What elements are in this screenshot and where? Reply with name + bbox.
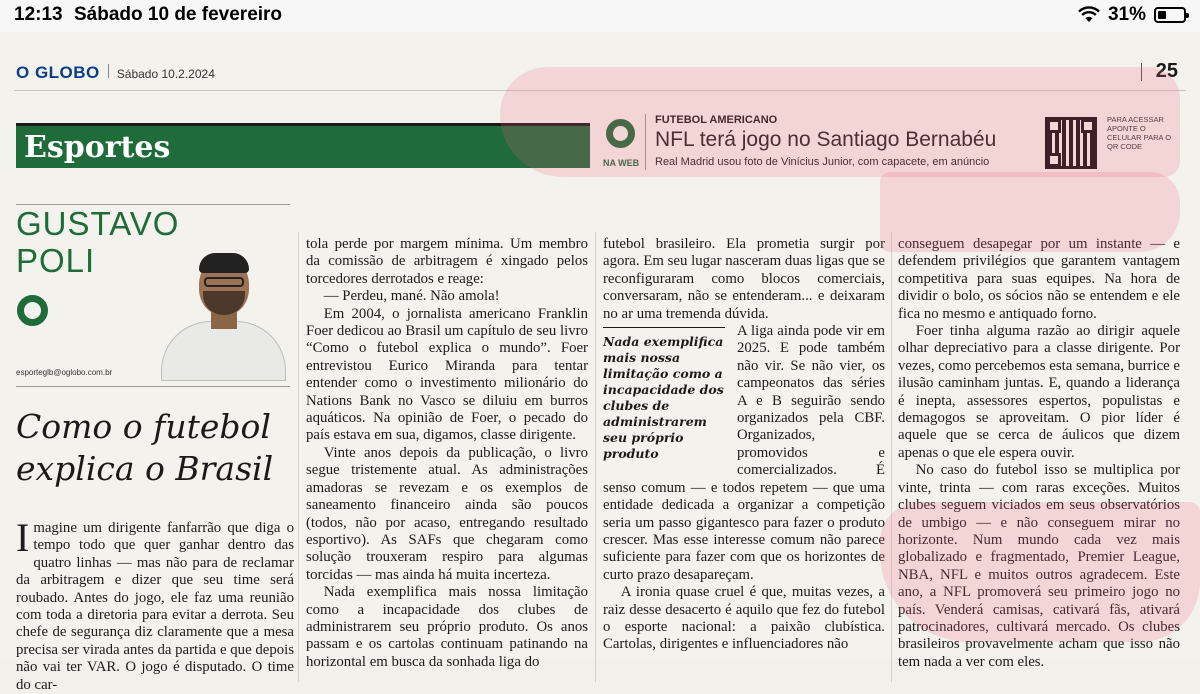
qr-finder bbox=[1047, 119, 1061, 133]
author-name bbox=[16, 205, 179, 279]
paragraph: futebol brasileiro. Ela prometia surgir por agora. Em seu lugar nasceram duas ligas que se reconfiguraram como blocos comerciais, conversaram, não se entenderam... e deixaram no ar uma tremenda dúvida. bbox=[603, 236, 885, 322]
author-first-name: GUSTAVO bbox=[16, 205, 180, 242]
teaser-subhead: Real Madrid usou foto de Vinícius Junior, com capacete, em anúncio bbox=[655, 156, 990, 168]
status-time: 12:13 bbox=[14, 4, 63, 25]
paragraph: tola perde por margem mínima. Um membro da comissão de arbitragem é xingado pelos torcedores derrotados e reage: bbox=[306, 236, 588, 287]
newspaper-logo: O GLOBO bbox=[16, 63, 100, 82]
pull-quote-text: Nada exemplifica mais nossa limitação como a incapacidade dos clubes de administrarem seu próprio produto bbox=[603, 334, 724, 462]
paragraph bbox=[16, 515, 294, 694]
paragraph: A liga ainda pode vir em 2025. E pode também não vir. Se não vier, os campeonatos das séries A e B seguirão sendo organizados pela CBF. Organizados, promovidos e comercializados. É senso comum — e todos repetem — que uma entidade dedicada a organizar a competição seria um passo gigantesco para fazer o produto crescer. Mas esse interesse comum não parece suficiente para fazer com que os horizontes de curto prazo desapareçam. bbox=[603, 323, 885, 583]
battery-icon bbox=[1154, 7, 1186, 23]
qr-code-icon bbox=[1045, 117, 1097, 169]
header-rule bbox=[14, 90, 1186, 91]
status-indicators bbox=[1078, 4, 1186, 26]
paragraph: — Perdeu, mané. Não amola! bbox=[323, 288, 500, 305]
pull-quote-rule bbox=[603, 327, 725, 328]
page-number-divider bbox=[1141, 63, 1142, 81]
wifi-icon bbox=[1078, 7, 1100, 23]
battery-percent: 31% bbox=[1107, 4, 1146, 25]
paragraph: No caso do futebol isso se multiplica por vinte, trinta — com raras exceções. Muitos clubes seguem viciados em seus observatórios de umbigo — e não conseguem mirar no horizonte. Num mundo cada vez mais globalizado e fragmentado, Premier League, NBA, NFL e muitos outros agradecem. Este ano, a NFL promoverá seu primeiro jogo no país. Venderá camisas, cativará fãs, ativará patrocinadores, cultivará mercado. Os clubes brasileiros provavelmente acham que isso não tem nada a ver com eles. bbox=[898, 462, 1180, 670]
author-photo bbox=[157, 251, 290, 368]
qr-instructions: PARA ACESSAR APONTE O CELULAR PARA O QR CODE bbox=[1107, 115, 1172, 151]
article-column-1 bbox=[16, 515, 294, 694]
masthead-divider bbox=[108, 64, 109, 78]
author-rule-bottom bbox=[16, 386, 290, 387]
na-web-badge: NA WEB bbox=[603, 158, 640, 168]
paragraph: Em 2004, o jornalista americano Franklin Foer dedicou ao Brasil um capítulo de seu livro “Como o futebol explica o mundo”. Foer entrevistou Eurico Miranda para tentar entender como o investimento milionário do Nations Bank no Vasco se diluiu em burros aquáticos. Na opinião de Foer, o pecado do país estava em sua, digamos, classe dirigente. bbox=[306, 305, 588, 444]
paragraph: Foer tinha alguma razão ao dirigir aquele olhar depreciativo para a classe dirigente. Por vezes, como percebemos esta semana, burrice e ilusão caminham juntas. E, quando a liderança é inepta, assessores espertos, populistas e demagogos se aproveitam. O pior líder é aquele que se cerca de áulicos que dizem apenas o que ele espera ouvir. bbox=[898, 323, 1180, 461]
headline-line-2: explica o Brasil bbox=[16, 449, 274, 488]
paragraph: Vinte anos depois da publicação, o livro segue tristemente atual. As administrações amadoras se revezam e os exemplos de saneamento financeiro ainda são poucos (todos, não por acaso, entregando resultado esportivo). As SAFs que chegaram como solução trouxeram respiro para algumas torcidas — mas ainda há muita incerteza. bbox=[306, 444, 588, 583]
section-title: Esportes bbox=[24, 130, 171, 165]
web-teaser bbox=[603, 114, 1193, 174]
qr-finder bbox=[1047, 153, 1061, 167]
paragraph: conseguem desapegar por um instante — e defendem privilégios que garantem vantagem competitiva para suas equipes. Na hora de dividir o bolo, os sócios não se entendem e ele fica no mesmo e antiquado forno. bbox=[898, 236, 1180, 322]
pull-quote bbox=[603, 327, 725, 462]
article-column-2 bbox=[306, 236, 588, 671]
column-rule bbox=[298, 232, 299, 682]
article-column-4 bbox=[898, 236, 1180, 671]
article-column-3 bbox=[603, 236, 885, 654]
column-rule bbox=[595, 232, 596, 682]
status-bar bbox=[0, 0, 1200, 32]
qr-finder bbox=[1081, 119, 1095, 133]
masthead bbox=[16, 63, 215, 83]
globo-ring-icon bbox=[606, 119, 635, 148]
paragraph: Nada exemplifica mais nossa limitação como a incapacidade dos clubes de administrarem seu próprio produto. Os anos passam e os cartolas continuam patinando na horizontal em busca da sonhada liga do bbox=[306, 584, 588, 670]
headline-line-1: Como o futebol bbox=[16, 407, 271, 446]
page-number-value: 25 bbox=[1155, 60, 1178, 82]
article-headline bbox=[16, 406, 296, 490]
globo-ring-icon bbox=[17, 295, 48, 326]
column-rule bbox=[891, 232, 892, 682]
page-number bbox=[1141, 60, 1178, 83]
section-banner bbox=[16, 123, 590, 168]
newspaper-page bbox=[0, 32, 1200, 693]
paragraph: A ironia quase cruel é que, muitas vezes, a raiz desse desacerto é aquilo que fez do futebol o esporte nacional: a paixão clubística. Cartolas, dirigentes e influenciadores não bbox=[603, 584, 885, 653]
status-date: Sábado 10 de fevereiro bbox=[74, 4, 283, 25]
paragraph-text: magine um dirigente fanfarrão que diga o tempo todo que quer ganhar dentro das quatro linhas — mas não para de reclamar da arbitragem e dizer que seu time será roubado. Antes do jogo, ele faz uma reunião com toda a diretoria para evitar a derrota. Seu chefe de segurança diz claramente que a mesa precisa ser virada antes da partida e que depois não vai ter VAR. O jogo é disputado. O time do car- bbox=[16, 520, 294, 693]
drop-cap: I bbox=[16, 515, 30, 560]
publication-date: Sábado 10.2.2024 bbox=[116, 67, 215, 81]
author-last-name: POLI bbox=[16, 242, 96, 279]
teaser-kicker: FUTEBOL AMERICANO bbox=[655, 114, 778, 126]
teaser-headline: NFL terá jogo no Santiago Bernabéu bbox=[655, 128, 997, 151]
author-email: esporteglb@oglobo.com.br bbox=[16, 368, 113, 377]
teaser-divider bbox=[645, 114, 646, 170]
